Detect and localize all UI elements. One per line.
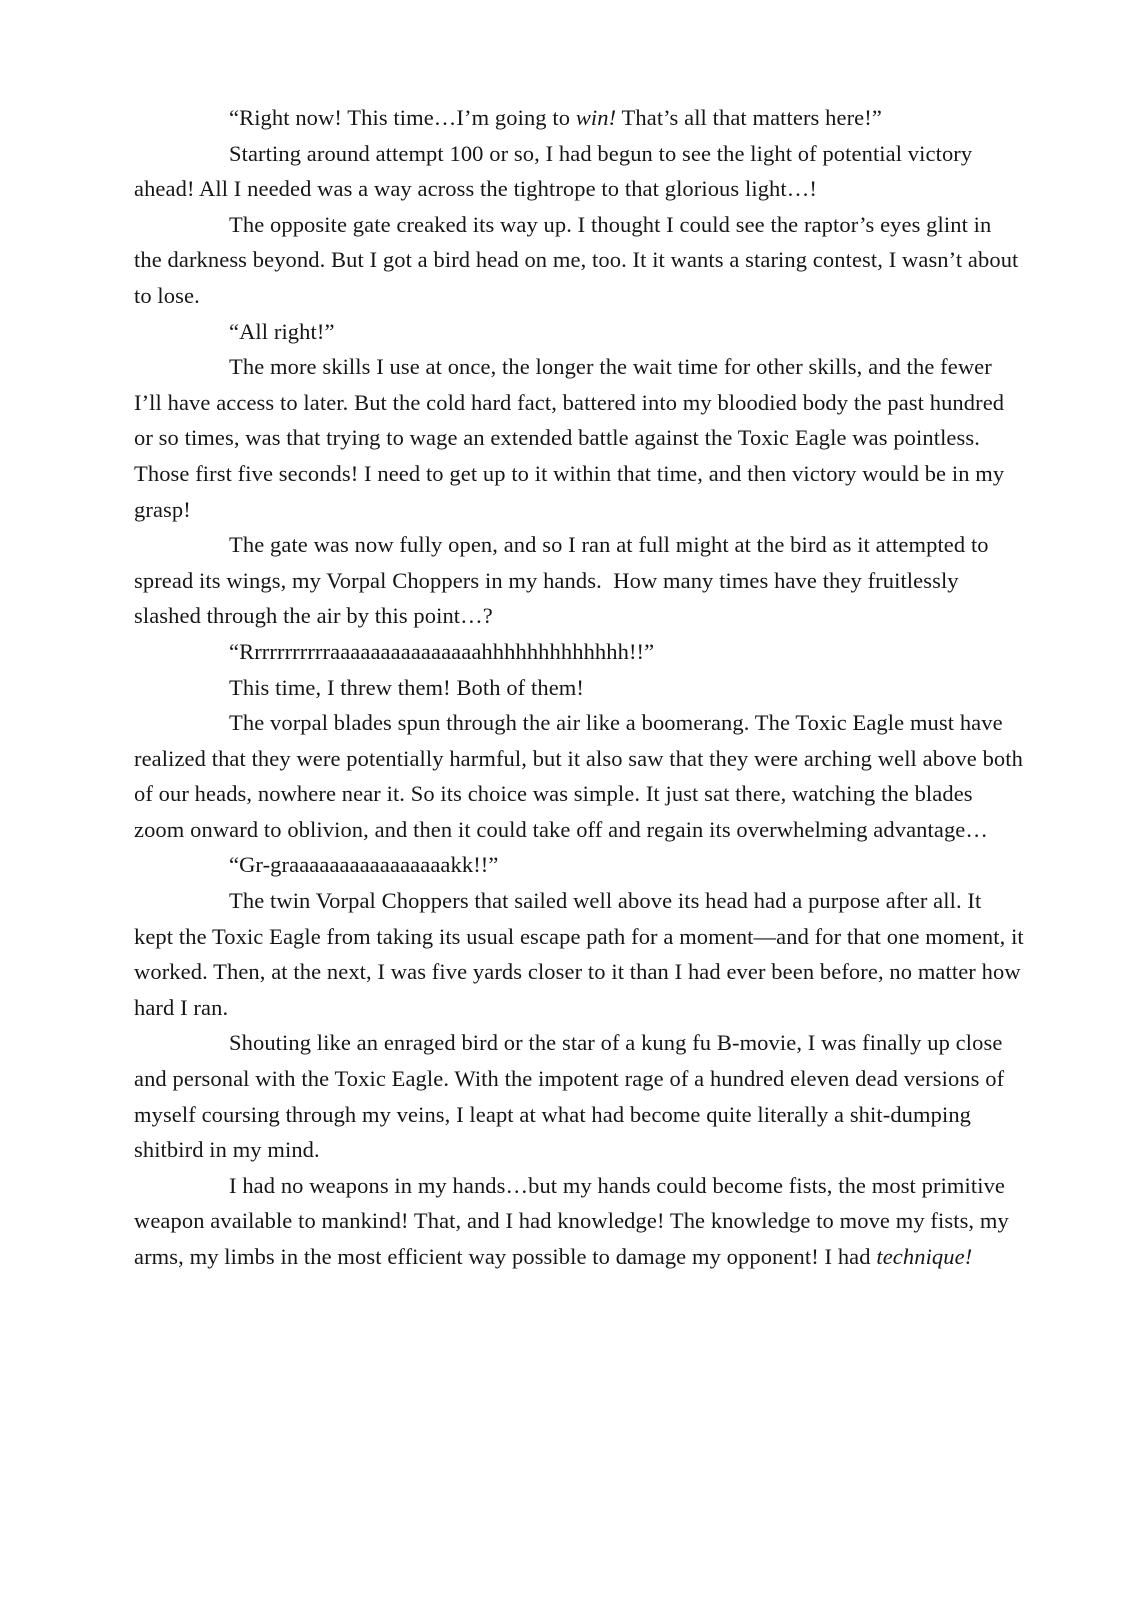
page-text <box>134 100 1030 1275</box>
paragraph <box>134 883 1030 1025</box>
text-run: The twin Vorpal Choppers that sailed well above its head had a purpose after all. It kept the Toxic Eagle from taking its usual escape path for a moment—and for that one moment, it worked. Then, at the next, I was five yards closer to it than I had ever been before, no matter how hard I ran. <box>134 888 1030 1020</box>
paragraph <box>134 705 1029 847</box>
italic-text-run: win! <box>575 105 617 130</box>
italic-text-run: technique! <box>876 1244 973 1269</box>
paragraph <box>134 670 1024 706</box>
paragraph <box>134 100 1024 136</box>
text-run: “Rrrrrrrrrrraaaaaaaaaaaaaaahhhhhhhhhhhhh!!” <box>229 638 655 664</box>
text-run: “Gr-graaaaaaaaaaaaaaaakk!!” <box>229 852 499 878</box>
paragraph <box>134 349 1024 527</box>
paragraph <box>134 136 1024 207</box>
text-run: The vorpal blades spun through the air like a boomerang. The Toxic Eagle must have realized that they were potentially harmful, but it also saw that they were arching well above both of our heads, nowhere near it. So its choice was simple. It just sat there, watching the blades zoom onward to oblivion, and then it could take off and regain its overwhelming advantage… <box>134 710 1029 842</box>
paragraph <box>134 314 1024 350</box>
paragraph <box>134 207 1024 314</box>
text-run: This time, I threw them! Both of them! <box>229 674 584 700</box>
text-run: I had no weapons in my hands…but my hands could become fists, the most primitive weapon available to mankind! That, and I had knowledge! The knowledge to move my fists, my arms, my limbs in the most efficient way possible to damage my opponent! I had <box>134 1172 1015 1269</box>
paragraph <box>134 634 1024 670</box>
text-run: The gate was now fully open, and so I ran at full might at the bird as it attempted to spread its wings, my Vorpal Choppers in my hands. How many times have they fruitlessly slashed through the air by this point…? <box>134 532 995 629</box>
text-run: “Right now! This time…I’m going to <box>229 105 576 130</box>
text-run: “All right!” <box>229 318 335 344</box>
text-run: Starting around attempt 100 or so, I had begun to see the light of potential victory ahead! All I needed was a way across the tightrope to that glorious light…! <box>134 140 978 202</box>
text-run: The more skills I use at once, the longer the wait time for other skills, and the fewer I’ll have access to later. But the cold hard fact, battered into my bloodied body the past hundred or so times, was that trying to wage an extended battle against the Toxic Eagle was pointless. Those first five seconds! I need to get up to it within that time, and then victory would be in my grasp! <box>134 354 1010 522</box>
paragraph <box>134 1168 1024 1275</box>
paragraph <box>134 1025 1024 1167</box>
text-run: Shouting like an enraged bird or the star of a kung fu B-movie, I was finally up close and personal with the Toxic Eagle. With the impotent rage of a hundred eleven dead versions of myself coursing through my veins, I leapt at what had become quite literally a shit-dumping shitbird in my mind. <box>134 1030 1010 1163</box>
paragraph <box>134 847 1024 883</box>
text-run: The opposite gate creaked its way up. I thought I could see the raptor’s eyes glint in the darkness beyond. But I got a bird head on me, too. It it wants a staring contest, I wasn’t about to lose. <box>134 211 1025 308</box>
paragraph <box>134 527 1024 634</box>
text-run: That’s all that matters here!” <box>616 105 882 130</box>
